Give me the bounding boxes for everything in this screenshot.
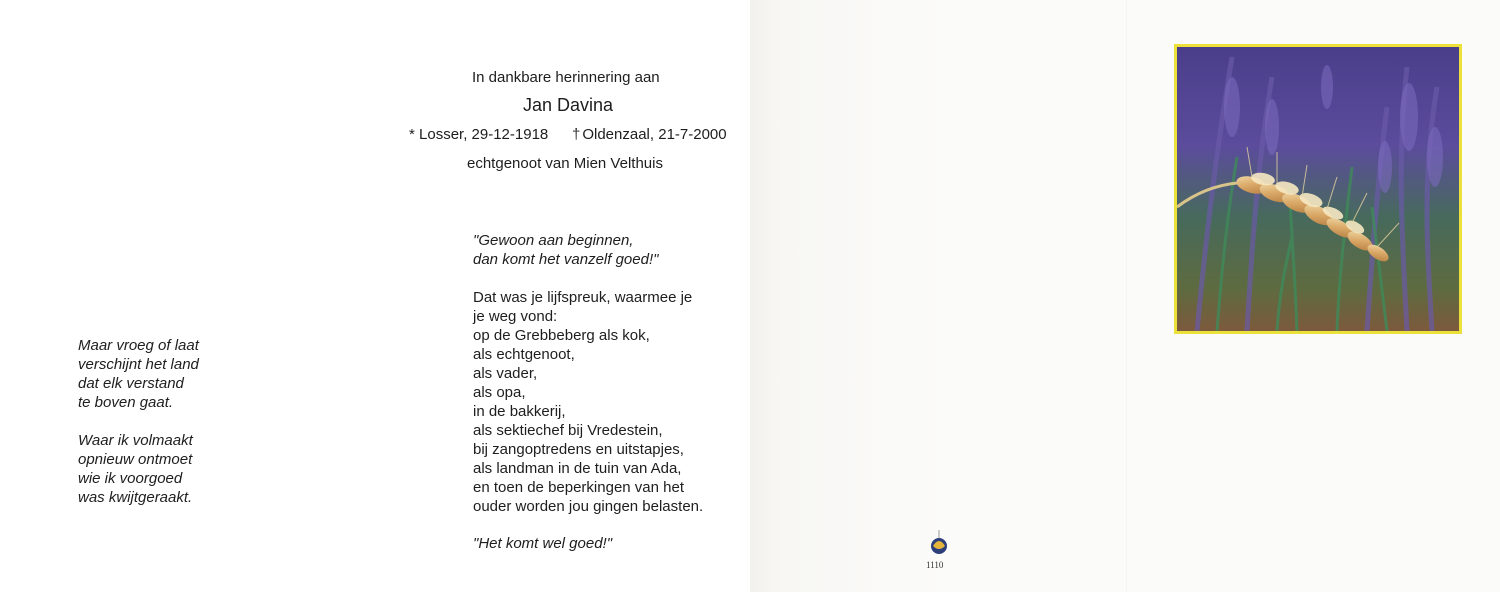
side-poem-line: dat elk verstand [78,375,184,392]
cross-icon: † [572,126,581,143]
poem-line: Dat was je lijfspreuk, waarmee je [473,289,693,306]
closing-quote: "Het komt wel goed!" [473,535,613,552]
spouse-text: echtgenoot van Mien Velthuis [467,155,663,172]
fold-line [1126,0,1127,592]
poem-line: als vader, [473,365,538,382]
side-poem-line: Waar ik volmaakt [78,432,193,449]
poem-line: als sektiechef bij Vredestein, [473,422,663,439]
side-poem-line: opnieuw ontmoet [78,451,193,468]
poem-line: en toen de beperkingen van het [473,479,685,496]
poem-line: als echtgenoot, [473,346,575,363]
poem-line: bij zangoptredens en uitstapjes, [473,441,684,458]
quote-line: dan komt het vanzelf goed!" [473,251,659,268]
death-info [572,126,727,143]
printer-logo-icon [929,530,949,556]
poem-line: in de bakkerij, [473,403,566,420]
poem-line: als opa, [473,384,526,401]
poem-line: als landman in de tuin van Ada, [473,460,682,477]
death-text: Oldenzaal, 21-7-2000 [582,126,727,143]
poem-line: op de Grebbeberg als kok, [473,327,650,344]
side-poem-line: Maar vroeg of laat [78,337,199,354]
wheat-ear-photo [1174,44,1462,334]
quote-line: "Gewoon aan beginnen, [473,232,634,249]
side-poem-line: wie ik voorgoed [78,470,183,487]
side-poem-line: was kwijtgeraakt. [78,489,193,506]
poem-line: ouder worden jou gingen belasten. [473,498,704,515]
print-code: 1110 [926,560,944,570]
side-poem-line: verschijnt het land [78,356,199,373]
poem-body [473,288,703,516]
intro-text: In dankbare herinnering aan [472,69,660,86]
birth-info: * Losser, 29-12-1918 [409,126,549,143]
side-poem [78,336,298,507]
side-poem-line: te boven gaat. [78,394,174,411]
opening-quote [473,231,658,269]
poem-line: je weg vond: [473,308,558,325]
deceased-name: Jan Davina [523,95,614,115]
